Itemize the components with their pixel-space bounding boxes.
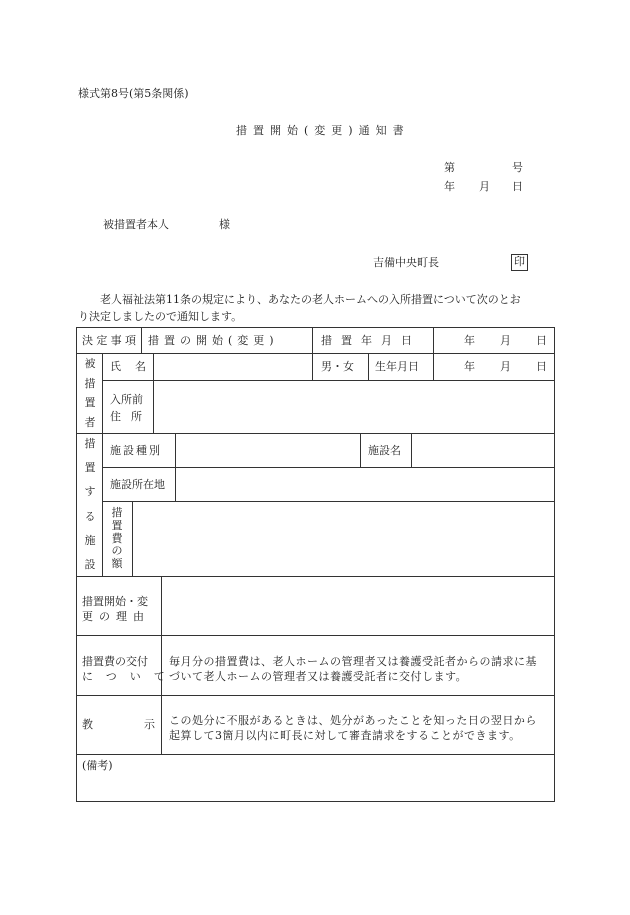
payment-label-line-1: 措置費の交付 — [82, 655, 148, 668]
cost-label: 措 置 費 の 額 — [111, 506, 123, 570]
notice-label: 教 示 — [82, 718, 155, 731]
payment-text-line-1: 毎月分の措置費は、老人ホームの管理者又は養護受託者からの請求に基 — [169, 655, 537, 668]
birthdate-label: 生年月日 — [375, 360, 419, 373]
form-number: 様式第8号(第5条関係) — [78, 87, 189, 100]
facility-location-label: 施設所在地 — [110, 478, 165, 491]
person-section-label: 被 措 置 者 — [84, 357, 96, 429]
facility-section-label: 措 置 す る 施 設 — [84, 437, 96, 571]
measure-date-day: 日 — [536, 334, 547, 347]
remarks-label: (備考) — [82, 759, 113, 772]
issuer-name: 吉備中央町長 — [373, 256, 439, 269]
payment-text-line-2: づいて老人ホームの管理者又は養護受託者に交付します。 — [169, 670, 468, 683]
payment-label-line-2: について — [82, 670, 178, 683]
date-year-label: 年 — [444, 180, 455, 193]
measure-date-year: 年 — [464, 334, 475, 347]
measure-date-month: 月 — [500, 334, 511, 347]
addressee-label: 被措置者本人 — [103, 218, 169, 231]
birth-month: 月 — [500, 360, 511, 373]
measure-date-label: 措置年月日 — [321, 334, 421, 347]
birth-year: 年 — [464, 360, 475, 373]
gender-options: 男・女 — [321, 360, 354, 373]
addressee-honorific: 様 — [219, 218, 230, 231]
notice-text-line-2: 起算して3箇月以内に町長に対して審査請求をすることができます。 — [169, 729, 521, 742]
number-suffix: 号 — [512, 161, 523, 174]
decision-value: 措置の開始(変更) — [148, 334, 279, 347]
reason-label-line-2: 更の理由 — [82, 610, 150, 623]
facility-type-label: 施設種別 — [110, 444, 162, 457]
prior-address-line-2: 住所 — [110, 410, 152, 423]
notice-text-line-1: この処分に不服があるときは、処分があったことを知った日の翌日から — [169, 714, 537, 727]
name-label: 氏名 — [110, 360, 160, 373]
reason-label-line-1: 措置開始・変 — [82, 595, 148, 608]
intro-line-2: り決定しましたので通知します。 — [78, 310, 243, 323]
birth-day: 日 — [536, 360, 547, 373]
intro-line-1: 老人福祉法第11条の規定により、あなたの老人ホームへの入所措置について次のとお — [100, 293, 521, 306]
facility-name-label: 施設名 — [368, 444, 401, 457]
prior-address-line-1: 入所前 — [110, 393, 143, 406]
document-title: 措置開始(変更)通知書 — [236, 124, 410, 137]
decision-label: 決 定 事 項 — [82, 334, 136, 347]
number-label: 第 — [444, 161, 455, 174]
date-month-label: 月 — [479, 180, 490, 193]
date-day-label: 日 — [512, 180, 523, 193]
seal-mark: 印 — [511, 254, 528, 271]
